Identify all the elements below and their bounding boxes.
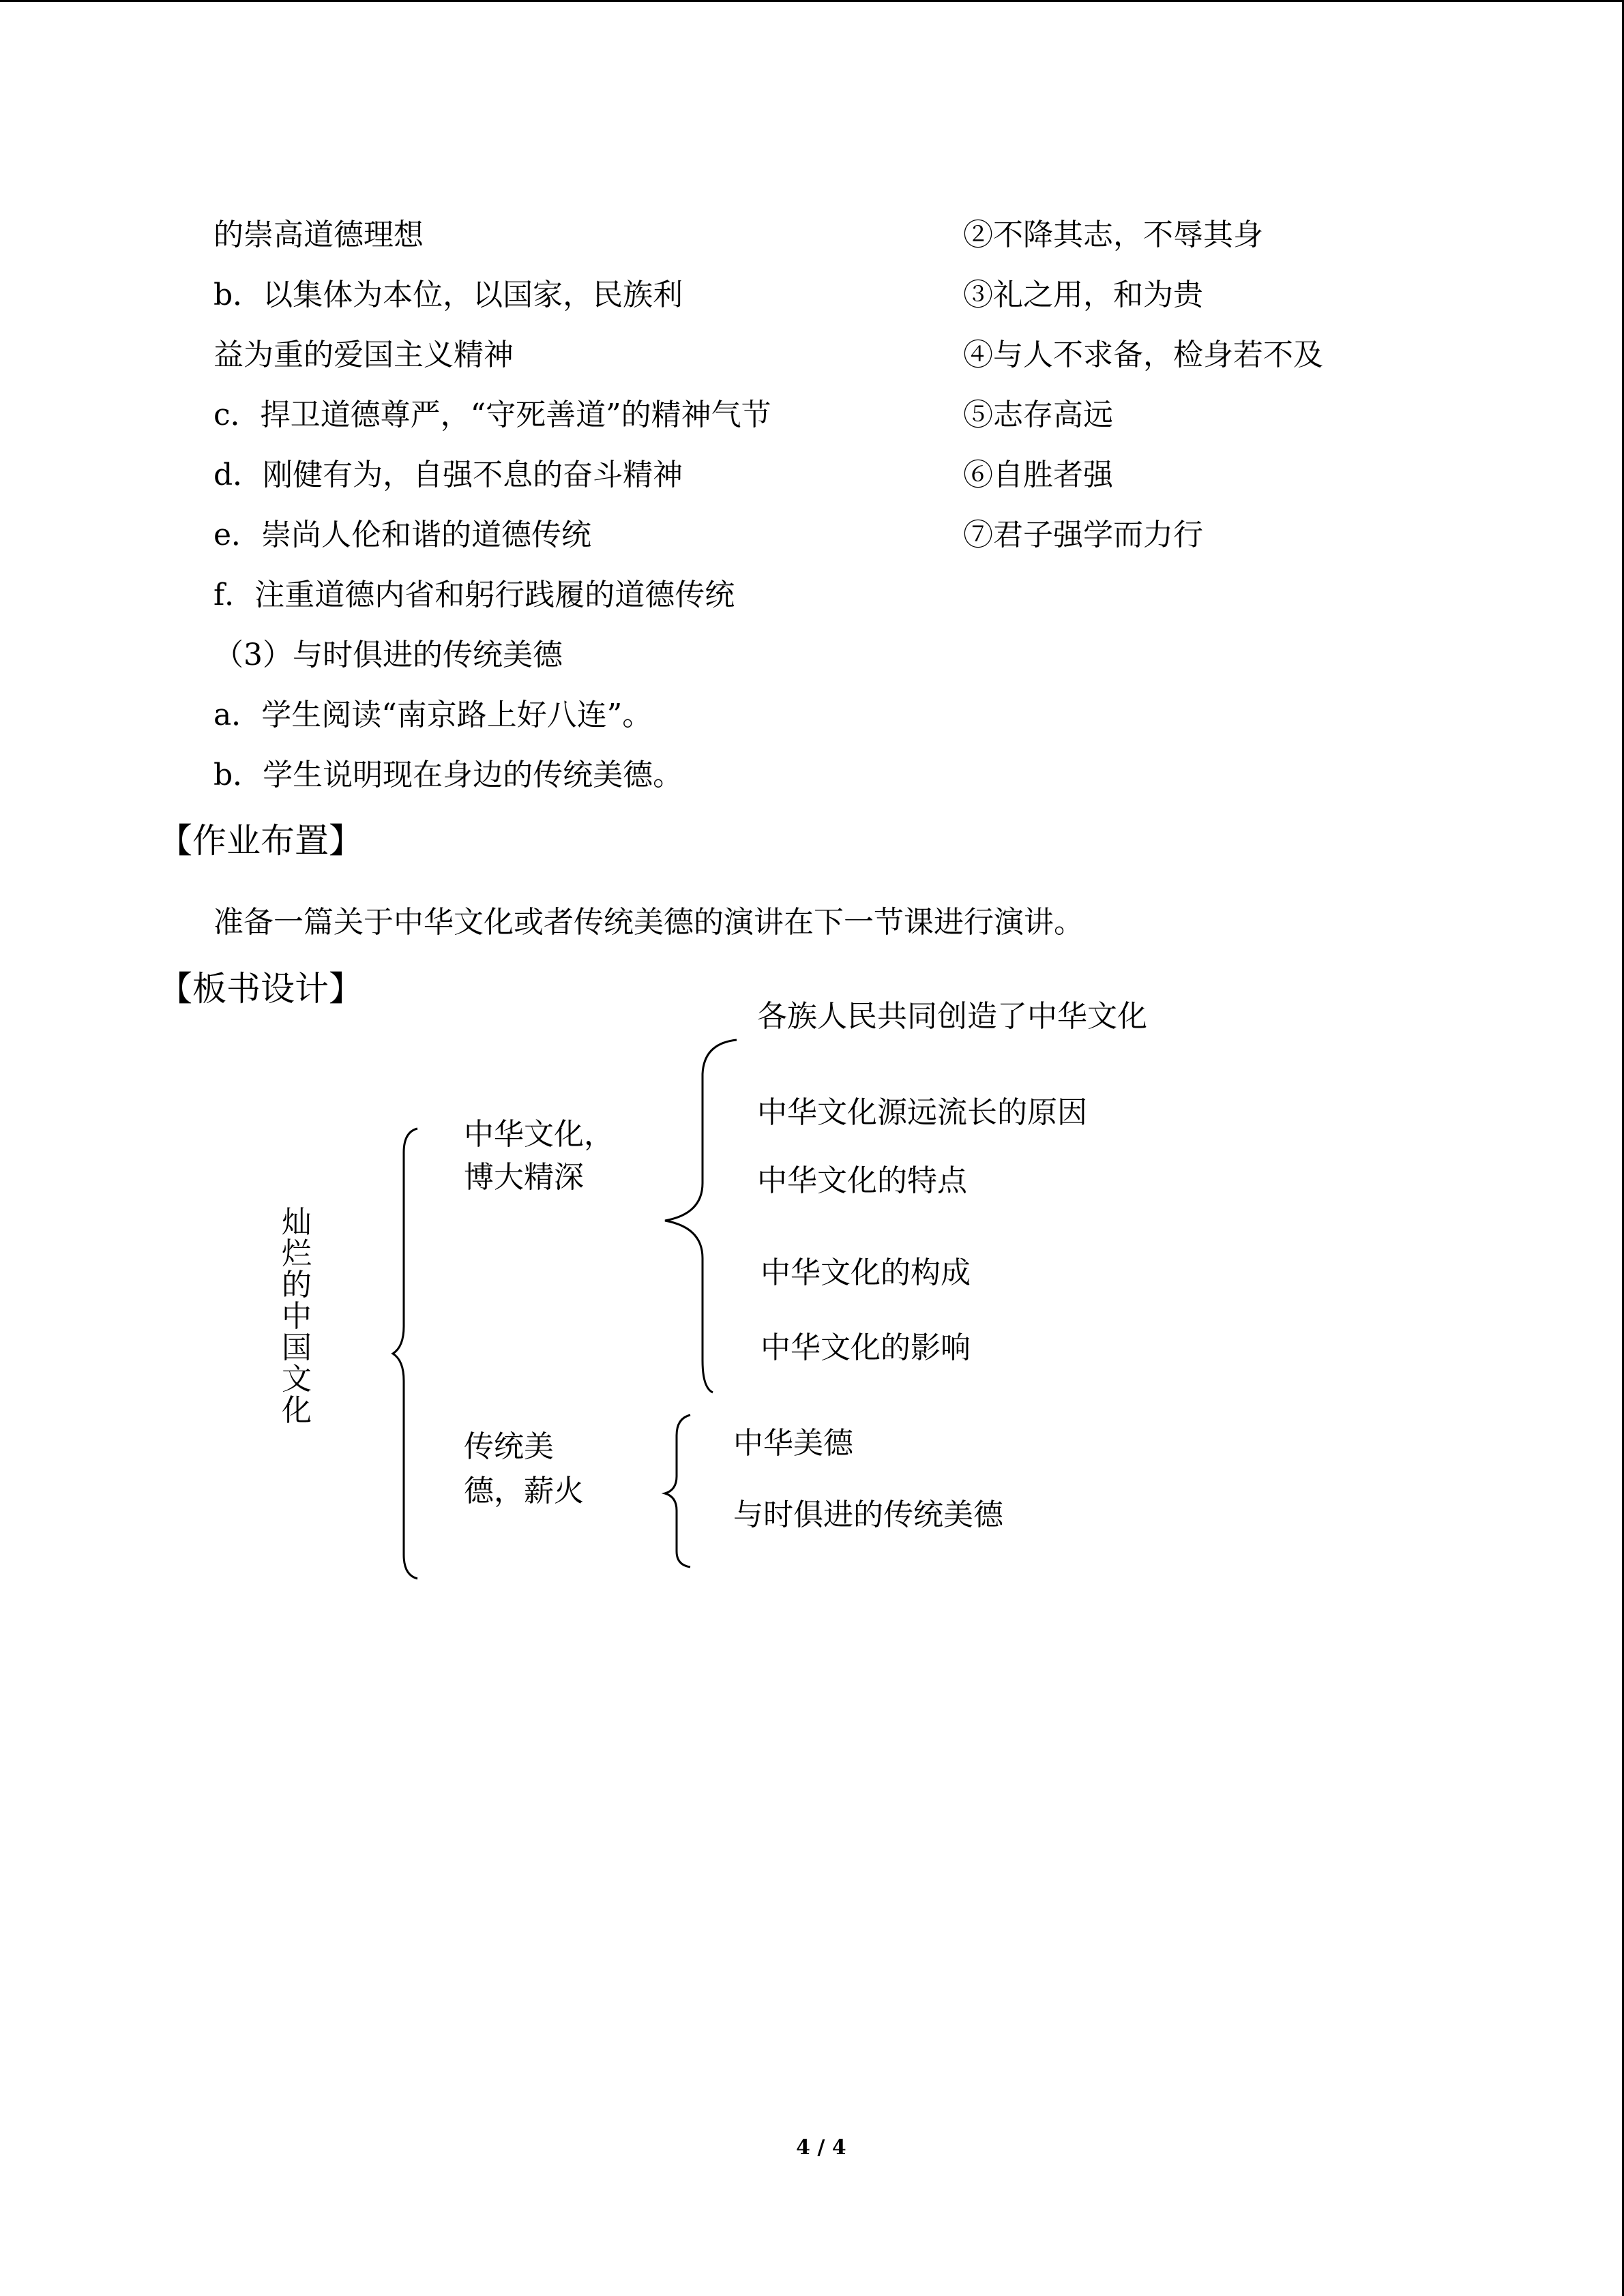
right-line: ⑦君子强学而力行 — [963, 518, 1203, 552]
left-line: a．学生阅读“南京路上好八连”。 — [213, 698, 653, 732]
right-line: ③礼之用，和为贵 — [963, 278, 1203, 312]
board-heading: 【板书设计】 — [158, 969, 363, 1009]
root-brace — [393, 1129, 417, 1579]
branch1-title-line1: 中华文化， — [464, 1117, 614, 1152]
board-root-title: 灿烂的中国文化 — [282, 1205, 312, 1428]
right-line: ④与人不求备，检身若不及 — [963, 338, 1323, 372]
branch2-item: 中华美德 — [733, 1426, 853, 1461]
right-line: ②不降其志，不辱其身 — [963, 218, 1263, 252]
homework-text: 准备一篇关于中华文化或者传统美德的演讲在下一节课进行演讲。 — [213, 905, 1084, 940]
left-line: c．捍卫道德尊严，“守死善道”的精神气节 — [213, 398, 771, 432]
left-line: e．崇尚人伦和谐的道德传统 — [213, 518, 592, 552]
branch1-item: 各族人民共同创造了中华文化 — [757, 999, 1147, 1034]
left-line: b．以集体为本位，以国家，民族利 — [213, 278, 683, 312]
left-line: f．注重道德内省和躬行践履的道德传统 — [213, 578, 735, 612]
branch1-item: 中华文化的构成 — [761, 1255, 971, 1290]
branch2-title-line2: 德，薪火 — [464, 1474, 584, 1508]
right-line: ⑥自胜者强 — [963, 458, 1113, 492]
branch2-title-line1: 传统美 — [464, 1429, 554, 1464]
left-line: 益为重的爱国主义精神 — [213, 338, 514, 372]
left-line: b．学生说明现在身边的传统美德。 — [213, 758, 683, 792]
branch1-item: 中华文化的影响 — [761, 1330, 971, 1365]
branch1-title-line2: 博大精深 — [464, 1160, 584, 1195]
left-line: d．刚健有为，自强不息的奋斗精神 — [213, 458, 683, 492]
branch1-item: 中华文化源远流长的原因 — [757, 1095, 1087, 1130]
branch1-brace — [665, 1040, 737, 1392]
left-line: （3）与时俱进的传统美德 — [213, 638, 563, 672]
branch2-brace — [665, 1415, 690, 1567]
right-line: ⑤志存高远 — [963, 398, 1113, 432]
branch1-item: 中华文化的特点 — [757, 1163, 967, 1198]
branch2-item: 与时俱进的传统美德 — [733, 1497, 1003, 1532]
left-line: 的崇高道德理想 — [213, 218, 424, 252]
page-indicator: 4 / 4 — [796, 2136, 846, 2160]
homework-heading: 【作业布置】 — [158, 821, 363, 861]
